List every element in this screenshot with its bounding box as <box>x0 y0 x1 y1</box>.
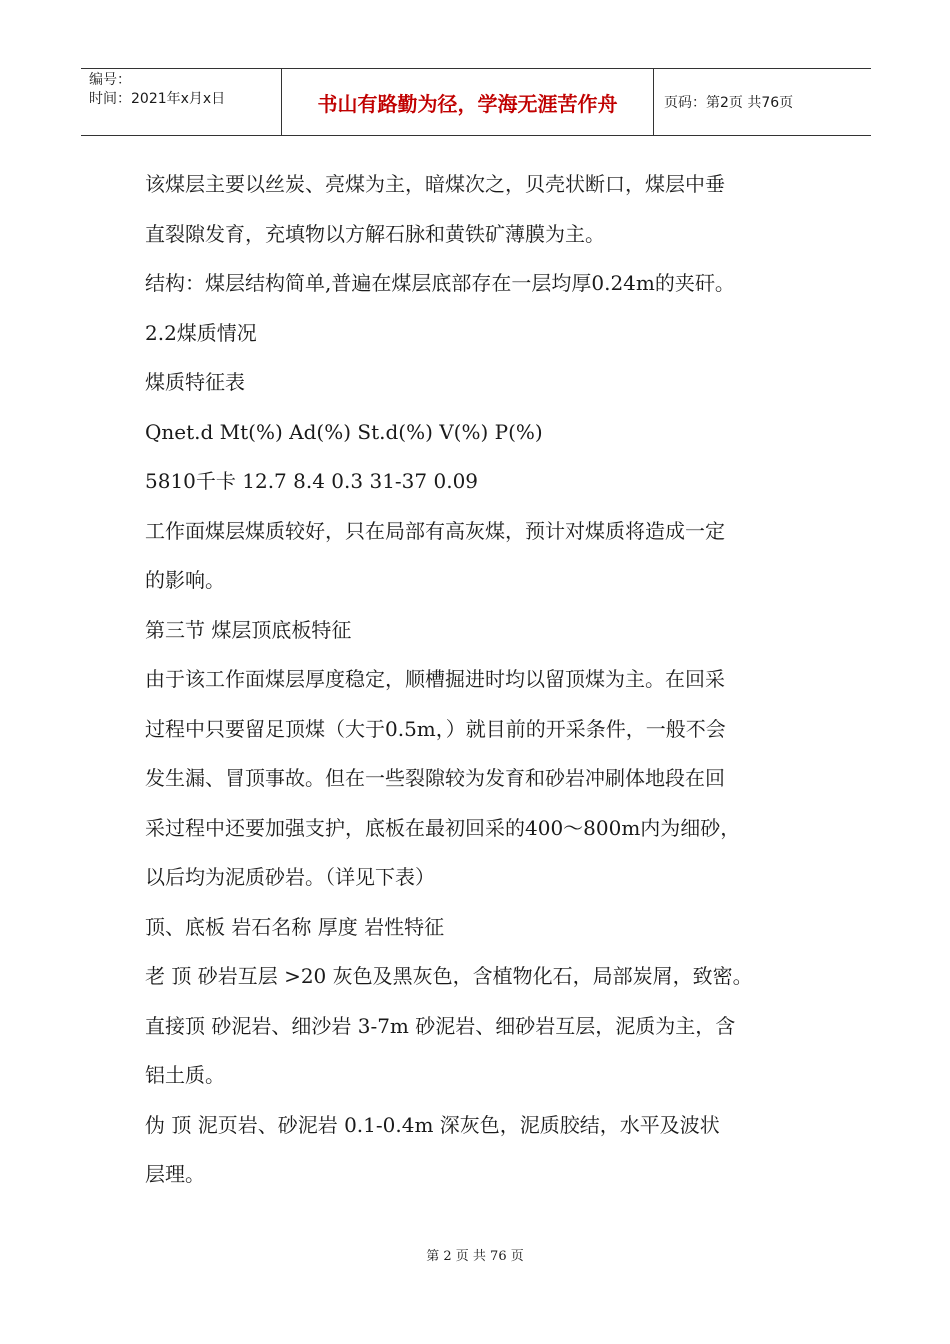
body-line: 直裂隙发育，充填物以方解石脉和黄铁矿薄膜为主。 <box>145 221 605 246</box>
section-heading: 2.2煤质情况 <box>145 320 257 345</box>
header-meta <box>81 69 282 135</box>
body-line: 由于该工作面煤层厚度稳定，顺槽掘进时均以留顶煤为主。在回采 <box>145 667 725 691</box>
page-footer: 第 2 页 共 76 页 <box>426 1249 524 1264</box>
body-line: 过程中只要留足顶煤（大于0.5m，）就目前的开采条件，一般不会 <box>145 716 726 741</box>
body-line: 发生漏、冒顶事故。但在一些裂隙较为发育和砂岩冲刷体地段在回 <box>145 766 725 790</box>
section-heading: 第三节 煤层顶底板特征 <box>145 617 352 642</box>
table-row: 直接顶 砂泥岩、细沙岩 3-7m 砂泥岩、细砂岩互层，泥质为主，含 <box>145 1013 736 1038</box>
body-line: 的影响。 <box>145 568 225 592</box>
document-body <box>145 160 825 1200</box>
body-line: 结构：煤层结构简单,普遍在煤层底部存在一层均厚0.24m的夹矸。 <box>145 271 735 295</box>
body-line: 采过程中还要加强支护，底板在最初回采的400～800m内为细砂， <box>145 815 741 840</box>
page-header <box>81 68 871 136</box>
table-row-continuation: 层理。 <box>145 1162 205 1186</box>
doc-time-label: 时间：2021年x月x日 <box>89 91 226 107</box>
body-line: 工作面煤层煤质较好，只在局部有高灰煤，预计对煤质将造成一定 <box>145 518 725 543</box>
table-row-continuation: 铝土质。 <box>145 1063 225 1087</box>
header-motto: 书山有路勤为径，学海无涯苦作舟 <box>282 69 654 135</box>
table-row: 老 顶 砂岩互层 >20 灰色及黑灰色，含植物化石，局部炭屑，致密。 <box>145 964 753 988</box>
header-page-info: 页码：第2页 共76页 <box>664 95 794 111</box>
table-title: 煤质特征表 <box>145 370 245 394</box>
table-header-row: 顶、底板 岩石名称 厚度 岩性特征 <box>145 914 445 939</box>
table-header-row: Qnet.d Mt(%) Ad(%) St.d(%) V(%) P(%) <box>145 419 543 444</box>
body-line: 该煤层主要以丝炭、亮煤为主，暗煤次之，贝壳状断口，煤层中垂 <box>145 172 725 196</box>
table-row: 伪 顶 泥页岩、砂泥岩 0.1-0.4m 深灰色，泥质胶结，水平及波状 <box>145 1112 720 1137</box>
table-row: 5810千卡 12.7 8.4 0.3 31-37 0.09 <box>145 469 479 493</box>
doc-number-label: 编号： <box>89 72 131 88</box>
body-line: 以后均为泥质砂岩。（详见下表） <box>145 865 435 889</box>
